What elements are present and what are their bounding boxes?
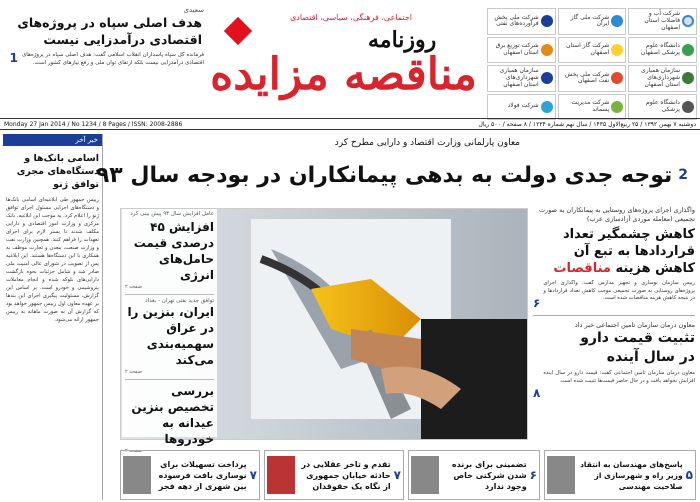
page-number: ۷ [393,468,401,482]
company-logo-icon [611,44,623,56]
sponsor-logo[interactable]: شرکت فولاد [487,94,556,121]
story-title: پرداخت تسهیلات برای نوسازی بافت فرسوده بین شهری از دهه فجر [158,459,247,491]
story-kicker: عامل افزایش سال ۹۳ پیش بینی کرد [130,211,214,217]
sponsor-logo[interactable]: شرکت آب و فاضلاب استان اصفهان [628,8,697,35]
company-logo-icon [541,72,553,84]
bottom-story[interactable] [120,450,260,500]
company-logo-icon [682,101,694,113]
sidebar-body: رییس جمهور طی ابلاغیه‌ای اسامی بانک‌ها و دستگاه‌های اجرایی مسئول اجرای توافق ژنو را اعلام کرد. به موجب این ابلاغیه، بانک مرکزی و وزارت امور اقتصادی و دارایی مکلف شدند تا بستر لازم برای اجرای تعهدات را فراهم کنند. همچنین وزارت نفت و وزارت صنعت، معدن و تجارت موظف به همکاری با این دستگاه‌ها هستند. این ابلاغیه پس از تصویب در شورای عالی امنیت ملی صادر شد و شامل جزئیات نحوه بازگشت دارایی‌های بلوکه شده و انجام معاملات پتروشیمی و خودرو است. بر اساس این گزارش، مسئولیت پیگیری اجرای این بندها بر عهده معاون اول رییس جمهور خواهد بود که گزارش آن به صورت ماهانه به رییس جمهور ارائه می‌شود. [6,197,99,323]
story-title[interactable]: ایران، بنزین را در عراق سهمیه‌بندی می‌کند [127,305,214,367]
crash-photo [267,456,295,494]
sidebar-header: خبر آخر [3,134,102,146]
newspaper-name: مناقصه مزایده [210,49,477,100]
story-title: تقدم و تاخر عقلایی در حادثه خیابان جمهوری از نگاه یک حقوقدان [301,459,391,491]
tagline: اجتماعی، فرهنگی، سیاسی، اقتصادی [290,13,413,22]
bottom-story[interactable] [408,450,540,500]
story-title[interactable]: کاهش چشمگیر تعداد قراردادها به تبع آن کاهش هزینه مناقصات [553,227,695,276]
page-ref: صفحه ۲ [125,448,142,454]
issue-info-latin: Monday 27 Jan 2014 / No 1234 / 8 Pages / ISSN: 2008-2886 [4,120,183,128]
page-number: ۶ [533,296,541,310]
story-title[interactable]: تثبیت قیمت دارو در سال آینده [580,330,695,365]
story-kicker: توافق جدید نفتی تهران - بغداد [145,298,214,304]
masthead [0,0,700,118]
top-left-story[interactable] [6,6,204,112]
story-title: پاسخ‌های مهندسان به انتقاد وزیر راه و شهرسازی از صلاحیت مهندسی [580,459,683,491]
logo-diamond-icon [224,17,252,45]
sponsor-logo[interactable]: شرکت ملی گاز ایران [558,8,627,35]
company-logo-icon [611,15,623,27]
lead-headline: توجه جدی دولت به بدهی پیمانکاران در بودجه سال ۹۳ [95,162,673,188]
company-logo-icon [541,44,553,56]
company-logo-icon [541,101,553,113]
sponsor-logo[interactable]: شرکت ملی پخش نفت اصفهان [558,65,627,92]
company-logo-icon [682,72,694,84]
page-number: 1 [9,51,18,65]
lead-kicker: معاون پارلمانی وزارت اقتصاد و دارایی مطرح کرد [334,138,520,148]
page-ref: صفحه ۲ [125,369,142,375]
page-number: ۶ [529,468,537,482]
page-ref: صفحه ۲ [125,284,142,290]
sponsor-grid [487,8,697,120]
sponsor-logo[interactable]: شرکت توزیع برق استان اصفهان [487,37,556,64]
sponsor-logo[interactable]: شرکت گاز استان اصفهان [558,37,627,64]
bottom-story[interactable] [264,450,404,500]
sponsor-logo[interactable]: شرکت ملی پخش فرآورده‌های نفتی [487,8,556,35]
bottom-story[interactable] [544,450,696,500]
sponsor-logo[interactable]: دانشگاه علوم پزشکی [628,94,697,121]
issue-info-persian: دوشنبه ۷ بهمن ۱۳۹۲ / ۲۵ ربیع‌الاول ۱۴۳۵ / سال نهم شماره ۱۲۳۴ / ۸ صفحه / ۵۰۰ ریال [478,120,696,128]
sponsor-logo[interactable]: دانشگاه علوم پزشکی اصفهان [628,37,697,64]
story-kicker: سعیدی [183,6,204,14]
story-kicker: معاون درمان سازمان تامین اجتماعی خبر داد [574,321,695,329]
company-logo-icon [682,15,694,27]
story-title: هدف اصلی سپاه در پروژه‌های اقتصادی درآمدزایی نیست [17,15,202,47]
person-photo [411,456,439,494]
sponsor-logo[interactable]: شرکت مدیریت پسماند [558,94,627,121]
story-title[interactable]: افزایش ۴۵ درصدی قیمت حامل‌های انرژی [133,220,214,282]
issue-info-bar [0,118,700,130]
person-photo [123,456,151,494]
photo-sidebox [122,209,217,454]
story-title[interactable]: بررسی تخصیص بنزین عیدانه به خودروها [131,384,214,446]
story-kicker: واگذاری اجرای پروژه‌های روستایی به پیمانکاران به صورت تجمیعی (معامله موردی آزاد‌سازی عرب) [538,206,695,223]
daily-word: روزنامه [368,27,437,53]
right-column [533,206,695,446]
story-body: فرمانده کل سپاه پاسداران انقلاب اسلامی گفت: هدف اصلی سپاه در پروژه‌های اقتصادی درآمدزایی نیست بلکه ارتقای توان ملی و رفع نیازهای کشور است. [22,52,204,66]
page-number: ۷ [249,468,257,482]
page-number: ۵ [685,468,693,482]
sidebar [3,134,103,500]
page-number: ۸ [533,386,541,400]
story-title: تضمینی برای برنده شدن شرکتی خاص وجود ندارد [451,459,527,491]
story-body: معاون درمان سازمان تامین اجتماعی گفت: قیمت دارو در سال آینده افزایش نخواهد یافت و در حال حاضر قیمت‌ها تثبیت شده است. [543,370,695,384]
company-logo-icon [611,101,623,113]
sponsor-logo[interactable]: سازمان همیاری شهرداری‌های استان اصفهان [628,65,697,92]
page-number: 2 [678,167,688,183]
company-logo-icon [611,72,623,84]
company-logo-icon [682,44,694,56]
story-body: رییس سازمان نوسازی و تجهیز مدارس گفت: واگذاری اجرای پروژه‌های روستایی به صورت تجمیعی موجب کاهش تعداد قراردادها و در نتیجه کاهش هزینه مناقصات شده است. [543,280,695,301]
lead-headline-row[interactable] [95,156,688,194]
newspaper-logo [210,7,483,117]
sidebar-title[interactable]: اسامی بانک‌ها و دستگاه‌های مجری توافق ژنو [16,153,99,190]
sponsor-logo[interactable]: سازمان همیاری شهرداری‌های استان اصفهان [487,65,556,92]
person-photo [547,456,575,494]
company-logo-icon [541,15,553,27]
